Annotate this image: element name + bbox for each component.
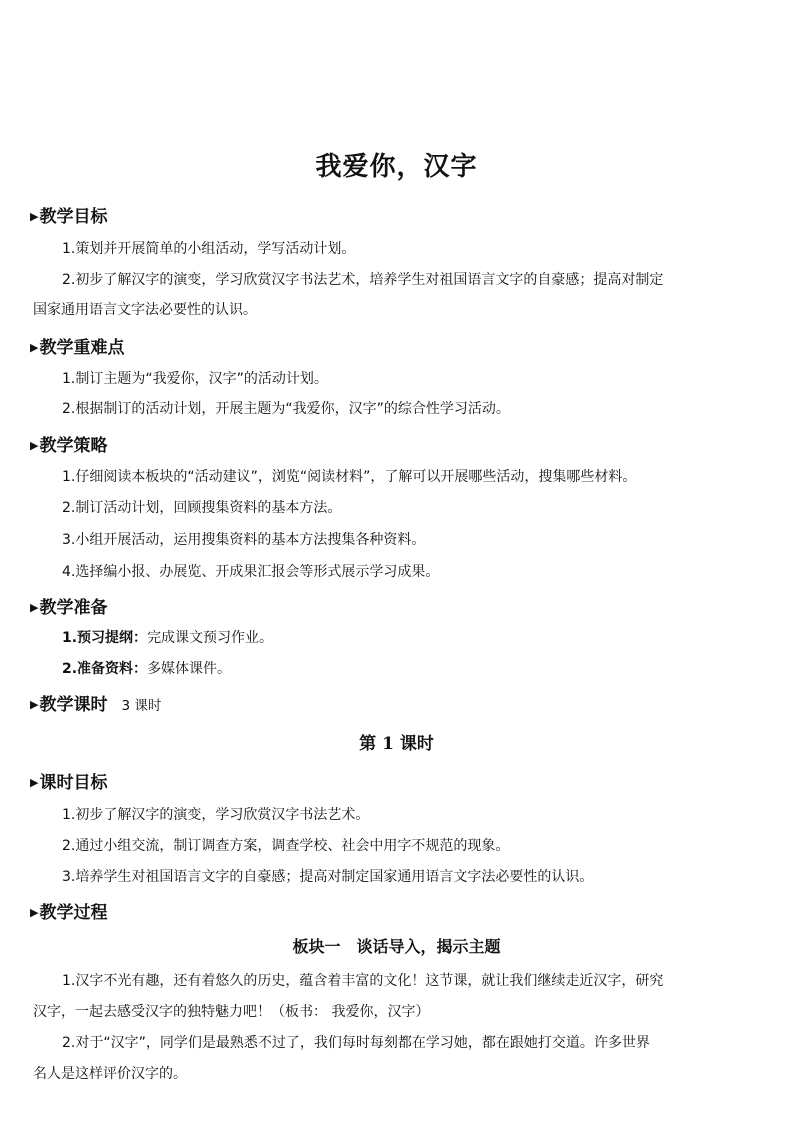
preparation-item-1 — [62, 627, 273, 647]
lesson-objective-item-1: 1.初步了解汉字的演变，学习欣赏汉字书法艺术。 — [62, 807, 370, 823]
preparation-text: 多媒体课件。 — [147, 661, 232, 677]
triangle-marker-icon: ▶ — [30, 906, 39, 919]
heading-label: 教学课时 — [39, 695, 108, 715]
section-heading-lesson-objectives — [30, 768, 107, 793]
triangle-marker-icon: ▶ — [30, 341, 39, 354]
process-paragraph-2-line-1: 2.对于“汉字”，同学们是最熟悉不过了，我们每时每刻都在学习她，都在跟她打交道。许多世界 — [62, 1035, 650, 1051]
heading-label: 课时目标 — [39, 773, 108, 793]
heading-label: 教学过程 — [39, 903, 108, 923]
section-heading-hours — [30, 690, 161, 715]
triangle-marker-icon: ▶ — [30, 210, 39, 223]
objective-item-1: 1.策划并开展简单的小组活动，学写活动计划。 — [62, 241, 356, 257]
section-heading-strategy — [30, 431, 107, 456]
keypoint-item-1: 1.制订主题为“我爱你，汉字”的活动计划。 — [62, 371, 328, 387]
strategy-item-4: 4.选择编小报、办展览、开成果汇报会等形式展示学习成果。 — [62, 564, 440, 580]
preparation-label: 1.预习提纲： — [62, 630, 148, 646]
heading-label: 教学策略 — [39, 436, 108, 456]
hours-value: 3 课时 — [121, 698, 162, 714]
section-heading-preparation — [30, 593, 107, 618]
section-heading-objectives — [30, 202, 107, 227]
triangle-marker-icon: ▶ — [30, 439, 39, 452]
lesson-objective-item-2: 2.通过小组交流，制订调查方案，调查学校、社会中用字不规范的现象。 — [62, 838, 510, 854]
strategy-item-1: 1.仔细阅读本板块的“活动建议”，浏览“阅读材料”，了解可以开展哪些活动，搜集哪些材料。 — [62, 469, 637, 485]
strategy-item-3: 3.小组开展活动，运用搜集资料的基本方法搜集各种资料。 — [62, 532, 426, 548]
strategy-item-2: 2.制订活动计划，回顾搜集资料的基本方法。 — [62, 500, 342, 516]
preparation-label: 2.准备资料： — [62, 661, 148, 677]
preparation-text: 完成课文预习作业。 — [147, 630, 274, 646]
lesson-objective-item-3: 3.培养学生对祖国语言文字的自豪感；提高对制定国家通用语言文字法必要性的认识。 — [62, 869, 594, 885]
section-heading-process — [30, 898, 107, 923]
objective-item-2: 2.初步了解汉字的演变，学习欣赏汉字书法艺术，培养学生对祖国语言文字的自豪感；提高对制定 — [62, 272, 664, 288]
block-title: 板块一 谈话导入，揭示主题 — [292, 937, 501, 956]
triangle-marker-icon: ▶ — [30, 698, 39, 711]
objective-item-2-continuation: 国家通用语言文字法必要性的认识。 — [33, 302, 257, 318]
document-title: 我爱你，汉字 — [315, 152, 478, 182]
preparation-item-2 — [62, 658, 231, 678]
triangle-marker-icon: ▶ — [30, 601, 39, 614]
triangle-marker-icon: ▶ — [30, 776, 39, 789]
section-heading-keypoints — [30, 333, 124, 358]
process-paragraph-1-line-1: 1.汉字不光有趣，还有着悠久的历史，蕴含着丰富的文化！这节课，就让我们继续走近汉字，研究 — [62, 973, 664, 989]
process-paragraph-2-line-2: 名人是这样评价汉字的。 — [33, 1066, 187, 1082]
lesson-title: 第 1 课时 — [359, 734, 434, 754]
keypoint-item-2: 2.根据制订的活动计划，开展主题为“我爱你，汉字”的综合性学习活动。 — [62, 401, 510, 417]
heading-label: 教学重难点 — [39, 338, 125, 358]
heading-label: 教学目标 — [39, 207, 108, 227]
process-paragraph-1-line-2: 汉字，一起去感受汉字的独特魅力吧！（板书： 我爱你，汉字） — [33, 1004, 430, 1020]
heading-label: 教学准备 — [39, 598, 108, 618]
